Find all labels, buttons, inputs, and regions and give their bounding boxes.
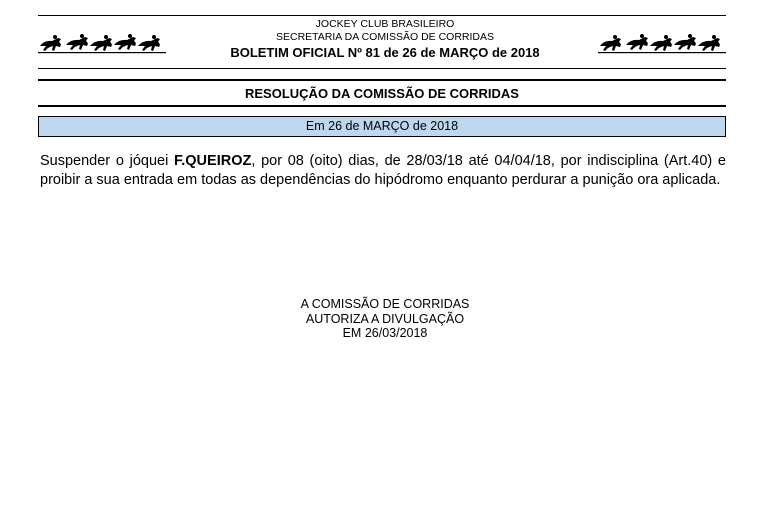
bulletin-title: BOLETIM OFICIAL Nº 81 de 26 de MARÇO de 2018 — [230, 45, 540, 60]
resolution-text — [40, 152, 726, 190]
resolution-date-bar: Em 26 de MARÇO de 2018 — [38, 116, 726, 137]
organization-name: JOCKEY CLUB BRASILEIRO — [315, 18, 455, 30]
resolution-text-end: , por 08 (oito) dias, de 28/03/18 até 04/04/18, por indisciplina (Art.40) e proibir a sua entrada em todas as dependências do hipódromo enquanto perdurar a punição ora aplicada. — [40, 153, 726, 188]
jockey-name: F.QUEIROZ — [174, 153, 252, 169]
signature-line-1: A COMISSÃO DE CORRIDAS — [300, 297, 470, 311]
resolution-text-start: Suspender o jóquei — [40, 153, 174, 169]
header-top-rule — [38, 15, 726, 16]
header-bottom-rule — [38, 68, 726, 69]
title-top-rule — [38, 79, 726, 81]
secretariat-name: SECRETARIA DA COMISSÃO DE CORRIDAS — [275, 31, 494, 43]
signature-line-2: AUTORIZA A DIVULGAÇÃO — [305, 312, 465, 326]
title-bottom-rule — [38, 105, 726, 107]
resolution-title: RESOLUÇÃO DA COMISSÃO DE CORRIDAS — [245, 86, 519, 101]
signature-line-3: EM 26/03/2018 — [342, 326, 428, 340]
